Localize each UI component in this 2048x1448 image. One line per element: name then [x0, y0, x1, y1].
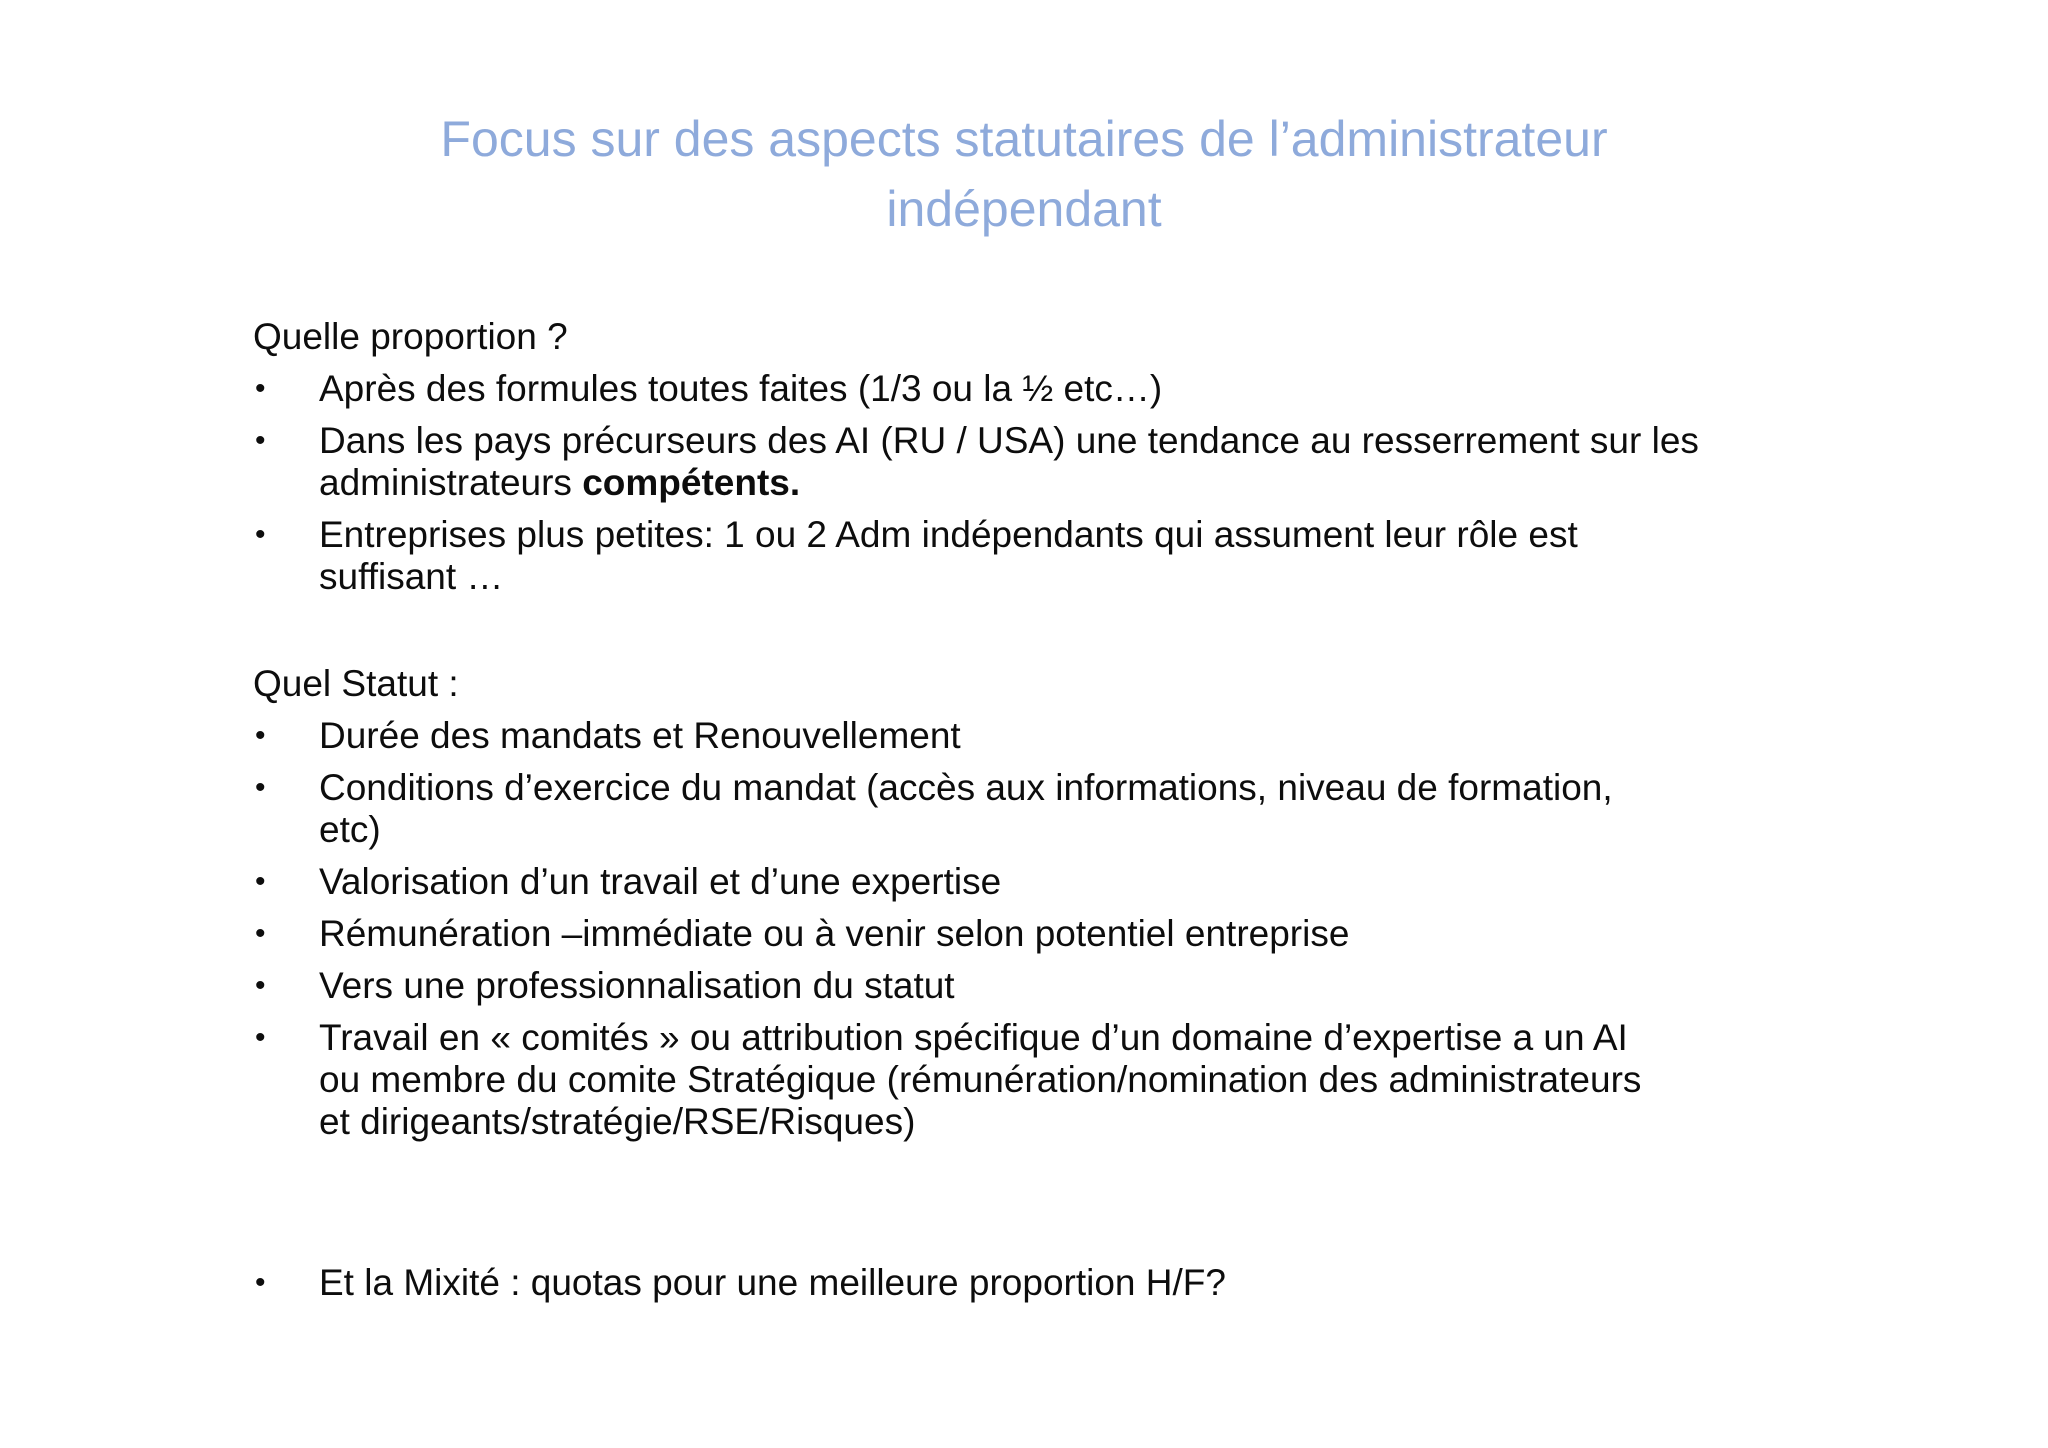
list-item-text-continued: suffisant …: [319, 556, 504, 597]
list-item-text: Entreprises plus petites: 1 ou 2 Adm indépendants qui assument leur rôle est: [319, 514, 1578, 555]
bullet-list-mixite: [253, 1262, 1813, 1304]
list-item-text: Rémunération –immédiate ou à venir selon potentiel entreprise: [319, 913, 1350, 954]
list-item-text: Dans les pays précurseurs des AI (RU / USA) une tendance au resserrement sur les: [319, 420, 1699, 461]
bullet-icon: •: [255, 865, 266, 898]
bullet-icon: •: [255, 1021, 266, 1054]
bullet-icon: •: [255, 518, 266, 551]
bullet-icon: •: [255, 771, 266, 804]
bullet-icon: •: [255, 1266, 266, 1299]
list-item-text-continued: ou membre du comite Stratégique (rémunération/nomination des administrateurs: [319, 1059, 1642, 1100]
bullet-icon: •: [255, 969, 266, 1002]
bullet-icon: •: [255, 372, 266, 405]
list-item-text: Après des formules toutes faites (1/3 ou la ½ etc…): [319, 368, 1163, 409]
list-item: [253, 1262, 1813, 1304]
section-mixite: [253, 1262, 1813, 1314]
section-heading-statut: Quel Statut :: [253, 663, 459, 704]
section-proportion: [253, 315, 1813, 608]
list-item-text: Vers une professionnalisation du statut: [319, 965, 955, 1006]
list-item: [253, 715, 1813, 757]
list-item-text: Valorisation d’un travail et d’une expertise: [319, 861, 1002, 902]
list-item-text: Durée des mandats et Renouvellement: [319, 715, 961, 756]
slide-title-line-2: indépendant: [886, 181, 1162, 237]
bullet-icon: •: [255, 719, 266, 752]
slide-title: [300, 104, 1748, 244]
list-item: [253, 861, 1813, 903]
bullet-icon: •: [255, 917, 266, 950]
list-item: [253, 913, 1813, 955]
list-item-text-bold: compétents.: [582, 462, 801, 503]
list-item: [253, 767, 1813, 851]
section-heading-proportion: Quelle proportion ?: [253, 316, 568, 357]
list-item: [253, 1017, 1813, 1143]
list-item: [253, 965, 1813, 1007]
list-item-text-continued: [319, 462, 1813, 504]
list-item-text: Travail en « comités » ou attribution spécifique d’un domaine d’expertise a un AI: [319, 1017, 1628, 1058]
list-item-text-continued: et dirigeants/stratégie/RSE/Risques): [319, 1101, 916, 1142]
bullet-icon: •: [255, 424, 266, 457]
list-item-text: Et la Mixité : quotas pour une meilleure proportion H/F?: [319, 1262, 1226, 1303]
list-item-text-normal: administrateurs: [319, 462, 583, 503]
slide-title-line-1: Focus sur des aspects statutaires de l’administrateur: [440, 111, 1608, 167]
list-item: [253, 420, 1813, 504]
list-item: [253, 514, 1813, 598]
bullet-list-statut: [253, 715, 1813, 1143]
section-statut: [253, 662, 1813, 1153]
list-item-text-continued: etc): [319, 809, 381, 850]
list-item-text: Conditions d’exercice du mandat (accès aux informations, niveau de formation,: [319, 767, 1613, 808]
list-item: [253, 368, 1813, 410]
bullet-list-proportion: [253, 368, 1813, 598]
